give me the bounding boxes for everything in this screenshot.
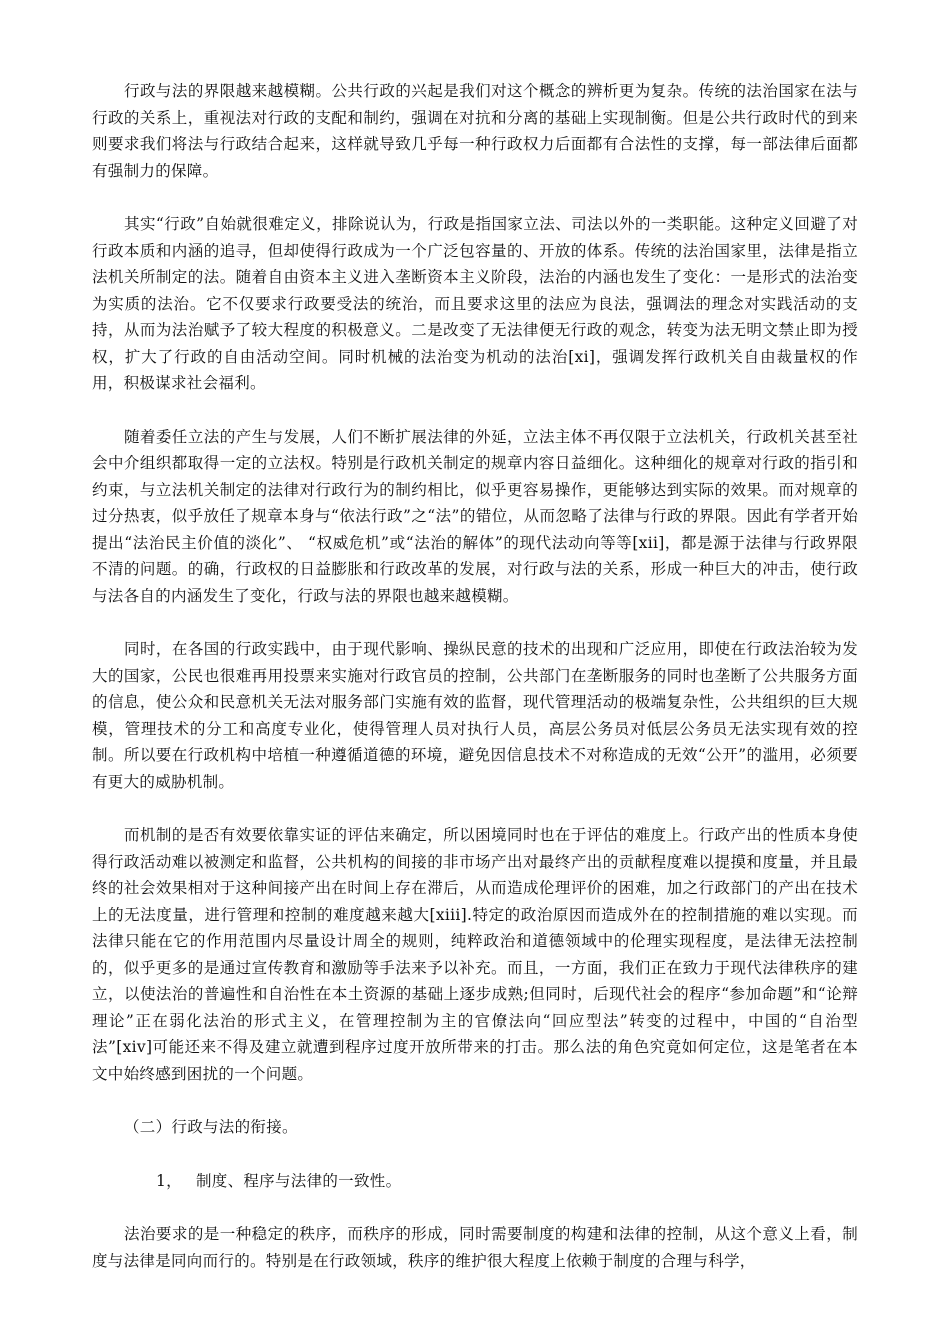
subsection-title: 制度、程序与法律的一致性。 xyxy=(195,1171,402,1190)
paragraph-administrative-practice: 同时，在各国的行政实践中，由于现代影响、操纵民意的技术的出现和广泛应用，即使在行政法治较为发大的国家，公民也很难再用投票来实施对行政官员的控制，公共部门在垄断服务的同时也垄断了公共服务方面的信息，使公众和民意机关无法对服务部门实施有效的监督，现代管理活动的极端复杂性，公共组织的巨大规模，管理技术的分工和高度专业化，使得管理人员对执行人员，高层公务员对低层公务员无法实现有效的控制。所以要在行政机构中培植一种遵循道德的环境，避免因信息技术不对称造成的无效“公开”的滥用，必须要有更大的威胁机制。 xyxy=(92,640,858,791)
subsection-heading xyxy=(92,1168,858,1195)
paragraph-delegated-legislation: 随着委任立法的产生与发展，人们不断扩展法律的外延，立法主体不再仅限于立法机关，行政机关甚至社会中介组织都取得一定的立法权。特别是行政机关制定的规章内容日益细化。这种细化的规章对行政的指引和约束，与立法机关制定的法律对行政行为的制约相比，似乎更容易操作，更能够达到实际的效果。而对规章的过分热衷，似乎放任了规章本身与“依法行政”之“法”的错位，从而忽略了法律与行政的界限。因此有学者开始提出“法治民主价值的淡化”、 “权威危机”或“法治的解体”的现代法动向等等[xii]，都是源于法律与行政界限不清的问题。的确，行政权的日益膨胀和行政改革的发展，对行政与法的关系，形成一种巨大的冲击，使行政与法各自的内涵发生了变化，行政与法的界限也越来越模糊。 xyxy=(92,427,858,605)
paragraph-rule-of-law-order: 法治要求的是一种稳定的秩序，而秩序的形成，同时需要制度的构建和法律的控制，从这个意义上看，制度与法律是同向而行的。特别是在行政领域，秩序的维护很大程度上依赖于制度的合理与科学， xyxy=(92,1225,858,1270)
paragraph-evaluation-difficulty: 而机制的是否有效要依靠实证的评估来确定，所以困境同时也在于评估的难度上。行政产出的性质本身使得行政活动难以被测定和监督，公共机构的间接的非市场产出对最终产出的贡献程度难以提摸和度量，并且最终的社会效果相对于这种间接产出在时间上存在滞后，从而造成伦理评价的困难，加之行政部门的产出在技术上的无法度量，进行管理和控制的难度越来越大[xiii].特定的政治原因而造成外在的控制措施的难以实现。而法律只能在它的作用范围内尽量设计周全的规则，纯粹政治和道德领域中的伦理实现程度，是法律无法控制的，似乎更多的是通过宣传教育和激励等手法来予以补充。而且，一方面，我们正在致力于现代法律秩序的建立，以使法治的普遍性和自治性在本土资源的基础上逐步成熟;但同时，后现代社会的程序“参加命题”和“论辩理论”正在弱化法治的形式主义，在管理控制为主的官僚法向“回应型法”转变的过程中，中国的“自治型法”[xiv]可能还来不得及建立就遭到程序过度开放所带来的打击。那么法的角色究竟如何定位，这是笔者在本文中始终感到困扰的一个问题。 xyxy=(92,826,858,1083)
document-page xyxy=(92,78,858,1301)
subsection-number: 1， xyxy=(156,1171,182,1190)
paragraph-boundary-blurring: 行政与法的界限越来越模糊。公共行政的兴起是我们对这个概念的辨析更为复杂。传统的法治国家在法与行政的关系上，重视法对行政的支配和制约，强调在对抗和分离的基础上实现制衡。但是公共行政时代的到来则要求我们将法与行政结合起来，这样就导致几乎每一种行政权力后面都有合法性的支撑，每一部法律后面都有强制力的保障。 xyxy=(92,82,858,180)
section-heading: （二）行政与法的衔接。 xyxy=(124,1118,298,1136)
paragraph-definition-of-administration: 其实“行政”自始就很难定义，排除说认为，行政是指国家立法、司法以外的一类职能。这种定义回避了对行政本质和内涵的追寻，但却使得行政成为一个广泛包容量的、开放的体系。传统的法治国家里，法律是指立法机关所制定的法。随着自由资本主义进入垄断资本主义阶段，法治的内涵也发生了变化：一是形式的法治变为实质的法治。它不仅要求行政要受法的统治，而且要求这里的法应为良法，强调法的理念对实践活动的支持，从而为法治赋予了较大程度的积极意义。二是改变了无法律便无行政的观念，转变为法无明文禁止即为授权，扩大了行政的自由活动空间。同时机械的法治变为机动的法治[xi]，强调发挥行政机关自由裁量权的作用，积极谋求社会福利。 xyxy=(92,215,858,392)
